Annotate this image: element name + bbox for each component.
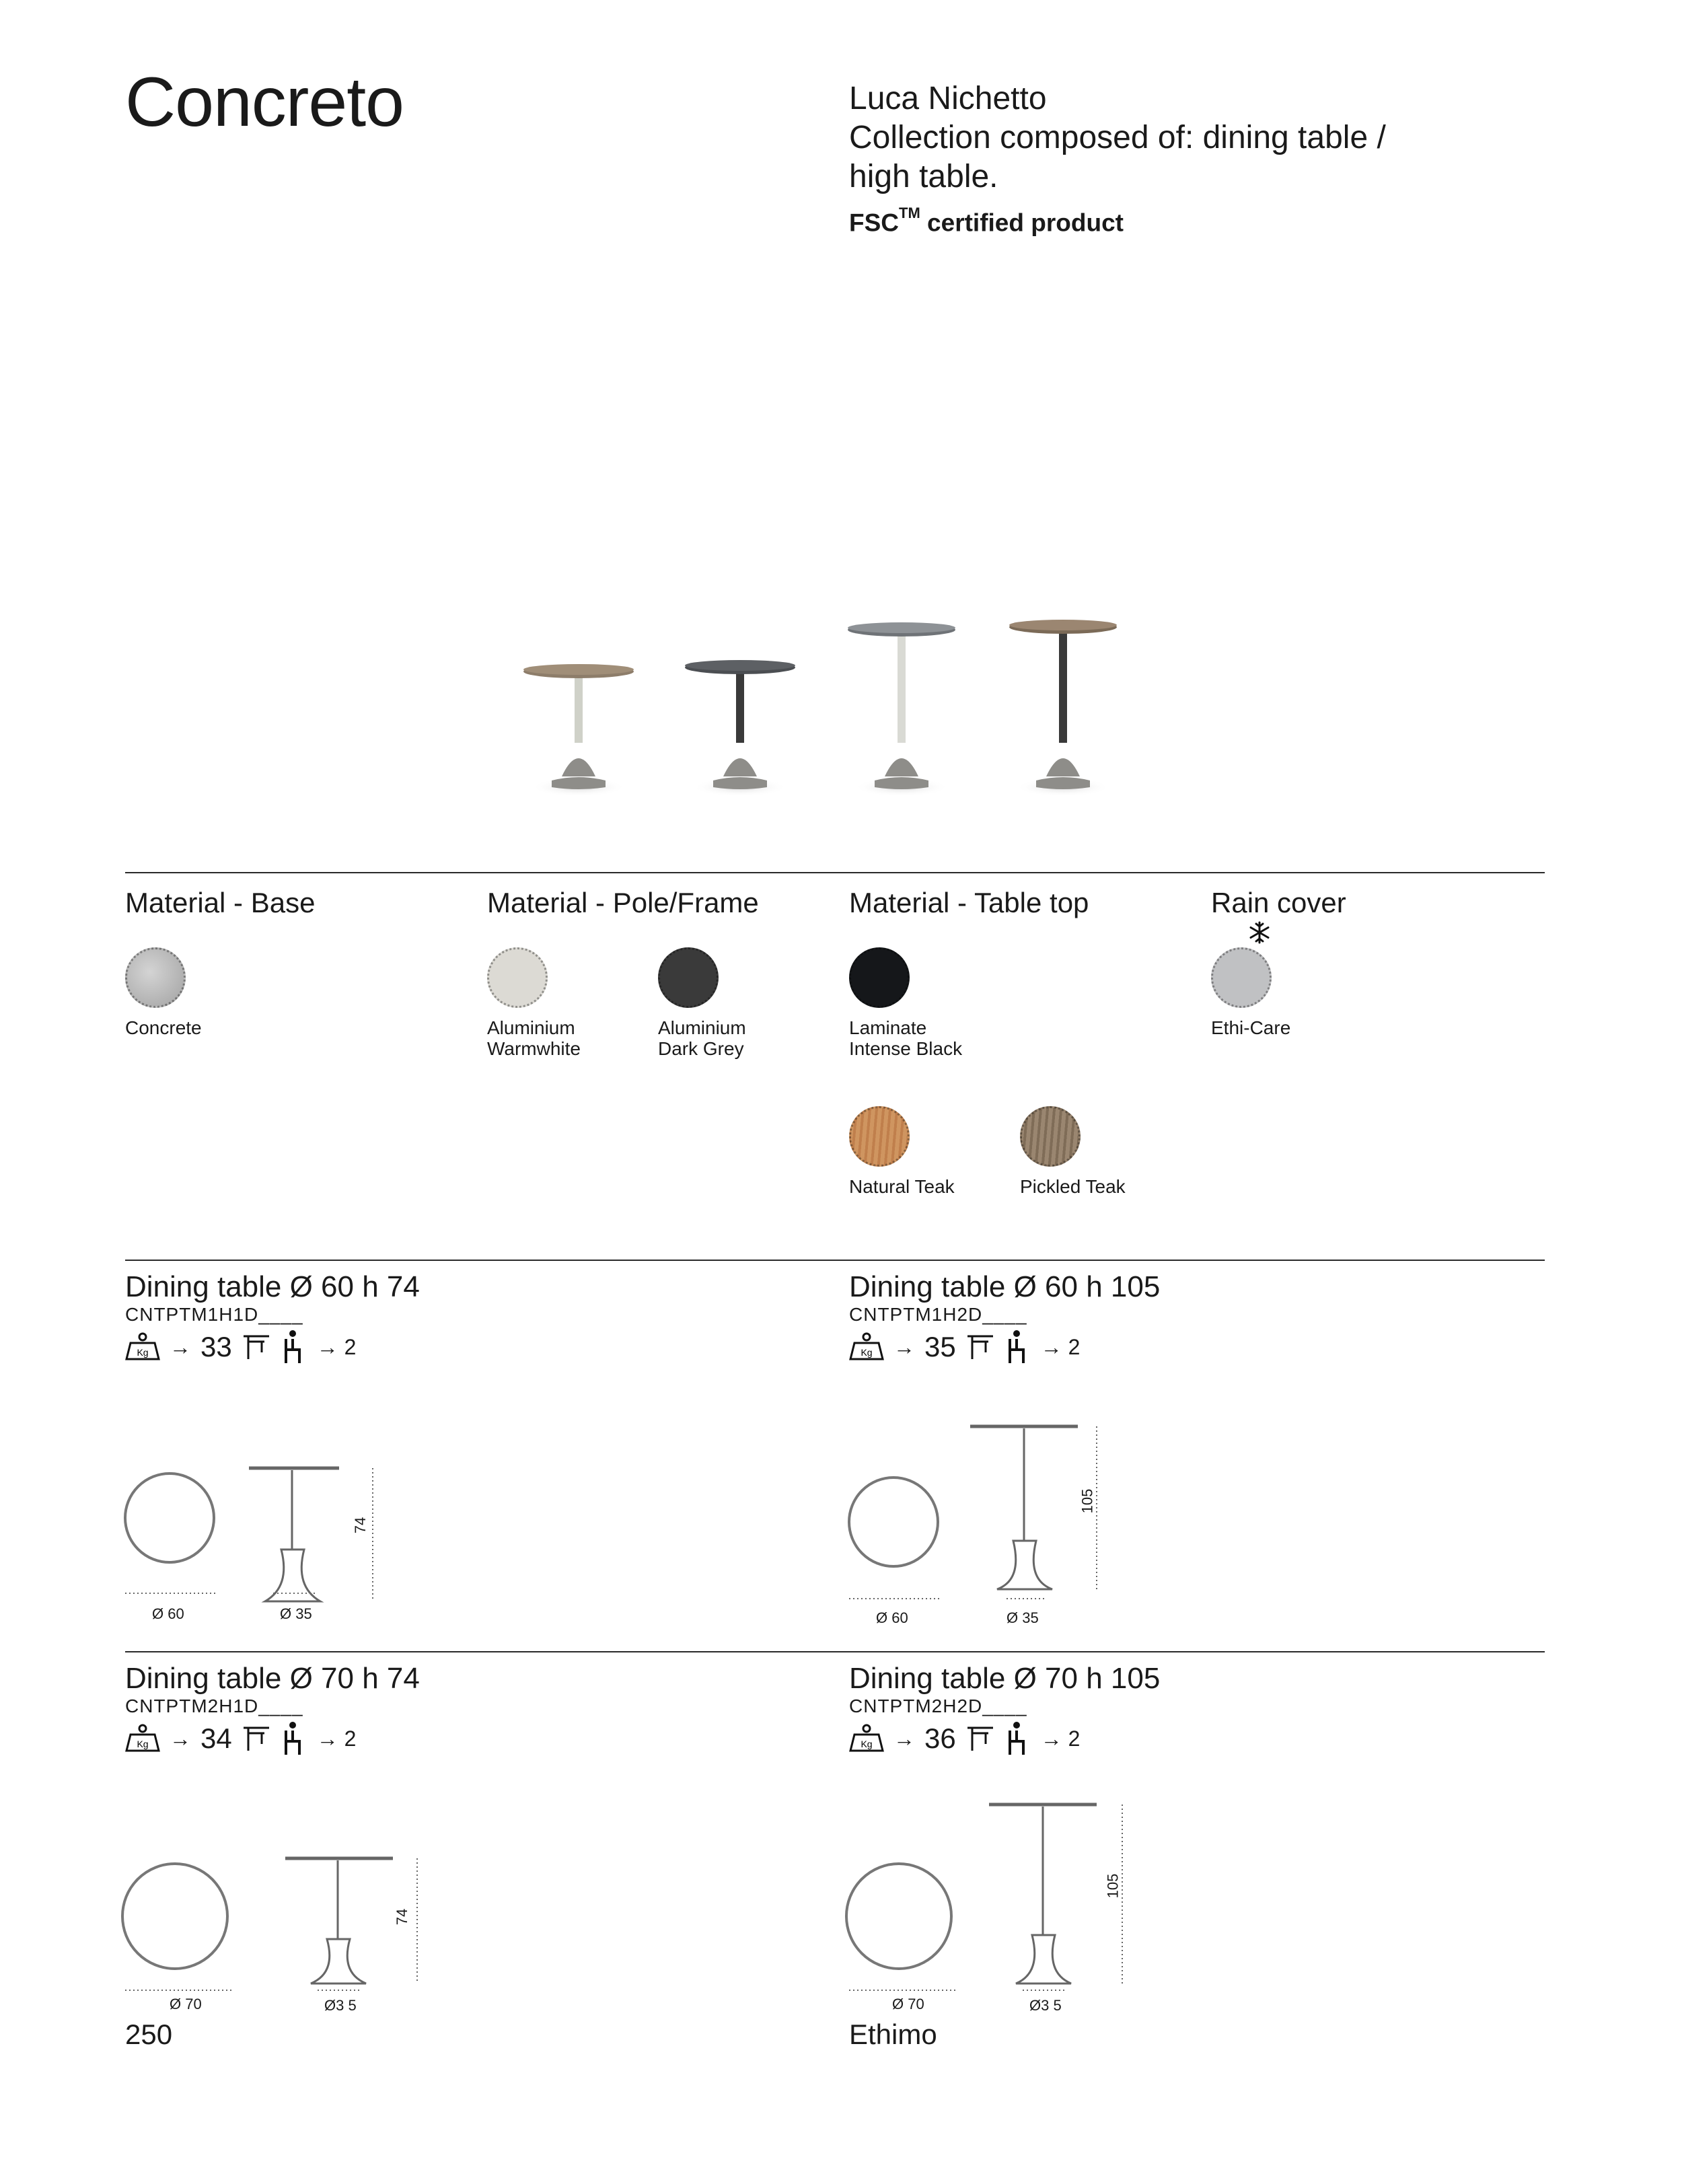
swatch-label-concrete: Concrete (125, 1017, 202, 1038)
arrow: → (893, 1726, 915, 1751)
label-line: Laminate (849, 1017, 927, 1038)
dim-base: Ø 35 (280, 1605, 312, 1622)
arrow: → (893, 1334, 915, 1359)
label-line: Aluminium (658, 1017, 746, 1038)
kg-weight-icon (849, 1332, 884, 1362)
dim-height: 74 (352, 1517, 369, 1534)
fsc-tm: TM (899, 205, 920, 221)
top-view-circle (846, 1864, 951, 1969)
table-icon (965, 1724, 995, 1753)
snowflake-icon (1247, 920, 1272, 945)
dim-top: Ø 70 (892, 1996, 924, 2012)
kg-weight-icon (849, 1724, 884, 1753)
swatch-aluminium-warmwhite (487, 947, 548, 1008)
svg-text:Kg: Kg (861, 1347, 873, 1358)
product-block (849, 1270, 1160, 1364)
seats-value: → 2 (1040, 1334, 1081, 1359)
product-code: CNTPTM2H1D____ (125, 1696, 303, 1716)
table-icon (242, 1332, 271, 1362)
product-specs (849, 1721, 1160, 1756)
table-icon (242, 1724, 271, 1753)
page-number: 250 (125, 2018, 173, 2050)
fsc-suffix: certified product (920, 209, 1124, 237)
swatch-natural-teak (849, 1106, 910, 1167)
dim-base: Ø3 5 (324, 1997, 357, 2014)
product-specs (125, 1721, 420, 1756)
svg-text:Kg: Kg (861, 1739, 873, 1749)
collection-description: Collection composed of: dining table / high table. (849, 120, 1386, 194)
dim-base: Ø3 5 (1029, 1997, 1062, 2014)
label-line: Warmwhite (487, 1038, 581, 1059)
swatch-label-pickled-teak: Pickled Teak (1020, 1176, 1126, 1197)
fsc-prefix: FSC (849, 209, 899, 237)
label-line: Intense Black (849, 1038, 963, 1059)
dim-base: Ø 35 (1007, 1609, 1039, 1626)
swatch-pickled-teak (1020, 1106, 1081, 1167)
rain-cover-heading: Rain cover (1211, 887, 1346, 918)
arrow: → (170, 1726, 191, 1751)
swatch-laminate-intense-black (849, 947, 910, 1008)
dim-height: 105 (1078, 1488, 1096, 1514)
swatch-aluminium-dark-grey (658, 947, 719, 1008)
product-code: CNTPTM1H1D____ (125, 1304, 303, 1325)
seats-value: → 2 (316, 1334, 357, 1359)
product-block (125, 1662, 420, 1756)
weight-value: 33 (200, 1331, 232, 1362)
side-base (311, 1939, 366, 1983)
divider (125, 1651, 1545, 1652)
material-top-heading: Material - Table top (849, 887, 1089, 918)
seated-person-icon (1004, 1721, 1031, 1756)
svg-text:Kg: Kg (137, 1347, 149, 1358)
swatch-concrete (125, 947, 186, 1008)
designer-name: Luca Nichetto (849, 81, 1047, 116)
fsc-note (849, 205, 1124, 237)
dim-top: Ø 70 (170, 1996, 202, 2012)
product-specs (125, 1330, 420, 1364)
product-title: Dining table Ø 70 h 105 (849, 1662, 1161, 1695)
kg-weight-icon (125, 1724, 160, 1753)
product-code: CNTPTM1H2D____ (849, 1304, 1027, 1325)
material-base-heading: Material - Base (125, 887, 316, 918)
swatch-label-aluminium-warmwhite (487, 1017, 581, 1059)
svg-text:Kg: Kg (137, 1739, 149, 1749)
table-low-teak (523, 664, 634, 797)
table-low-grey (685, 660, 795, 797)
table-high-teak (1009, 620, 1117, 797)
product-specs (849, 1330, 1160, 1364)
weight-value: 35 (924, 1331, 956, 1362)
table-icon (965, 1332, 995, 1362)
seated-person-icon (1004, 1330, 1031, 1364)
product-title: Dining table Ø 60 h 105 (849, 1270, 1161, 1303)
swatch-label-laminate-intense-black (849, 1017, 962, 1059)
swatch-label-natural-teak: Natural Teak (849, 1176, 955, 1197)
dim-height: 74 (394, 1908, 411, 1926)
swatch-label-aluminium-dark-grey (658, 1017, 746, 1059)
seats-value: → 2 (1040, 1726, 1081, 1751)
product-code: CNTPTM2H2D____ (849, 1696, 1027, 1716)
seated-person-icon (281, 1330, 307, 1364)
divider (125, 872, 1545, 873)
product-block (125, 1270, 420, 1364)
weight-value: 36 (924, 1722, 956, 1754)
label-line: Aluminium (487, 1017, 575, 1038)
product-block (849, 1662, 1160, 1756)
dim-top: Ø 60 (152, 1605, 184, 1622)
arrow: → (170, 1334, 191, 1359)
divider (125, 1260, 1545, 1261)
side-base (997, 1541, 1052, 1589)
swatch-ethi-care (1211, 947, 1272, 1008)
dim-height: 105 (1104, 1873, 1122, 1899)
product-photo (484, 592, 1171, 801)
top-view-circle (849, 1478, 938, 1566)
top-view-circle (125, 1473, 214, 1562)
header-info (849, 79, 1455, 196)
swatch-label-ethi-care: Ethi-Care (1211, 1017, 1291, 1038)
product-title: Dining table Ø 70 h 74 (125, 1662, 420, 1695)
table-high-grey (848, 622, 955, 797)
seats-value: → 2 (316, 1726, 357, 1751)
top-view-circle (122, 1864, 227, 1969)
product-title: Dining table Ø 60 h 74 (125, 1270, 420, 1303)
dim-top: Ø 60 (876, 1609, 908, 1626)
kg-weight-icon (125, 1332, 160, 1362)
side-base (1016, 1935, 1071, 1983)
page-title: Concreto (125, 63, 404, 141)
brand-name: Ethimo (849, 2018, 937, 2050)
material-pole-heading: Material - Pole/Frame (487, 887, 759, 918)
seated-person-icon (281, 1721, 307, 1756)
technical-drawing (121, 1841, 431, 1996)
weight-value: 34 (200, 1722, 232, 1754)
label-line: Dark Grey (658, 1038, 744, 1059)
